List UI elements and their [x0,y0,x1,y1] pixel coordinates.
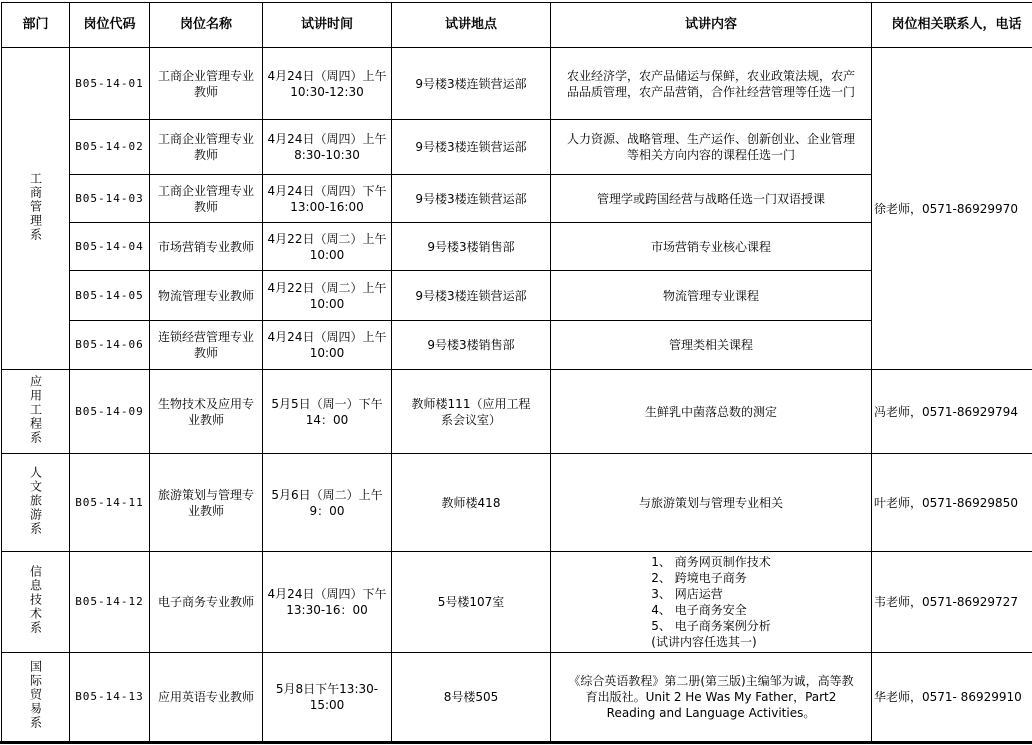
interview-time: 4月24日（周四）下午 13:00-16:00 [263,175,392,223]
department-name: 国际贸易系 [28,660,43,730]
header-code: 岗位代码 [70,3,150,48]
department-cell [2,370,70,454]
interview-time: 5月5日（周一）下午 14：00 [263,370,392,454]
position-code: B05-14-03 [70,175,150,223]
position-name: 生物技术及应用专 业教师 [150,370,263,454]
interview-time: 5月6日（周二）上午 9：00 [263,454,392,552]
interview-content: 市场营销专业核心课程 [551,223,872,271]
interview-time: 5月8日下午13:30- 15:00 [263,653,392,742]
interview-content: 管理学或跨国经营与战略任选一门双语授课 [551,175,872,223]
interview-content: 管理类相关课程 [551,321,872,370]
header-row [2,3,1032,48]
list-item: 2、 跨境电子商务 [651,571,747,585]
list-item: 1、 商务网页制作技术 [651,555,771,569]
contact-cell: 韦老师，0571-86929727 [872,552,1032,653]
contact-cell: 冯老师，0571-86929794 [872,370,1032,454]
interview-place: 9号楼3楼销售部 [392,223,551,271]
interview-time: 4月22日（周二）上午 10:00 [263,271,392,321]
interview-content: 农业经济学，农产品储运与保鲜，农业政策法规，农产 品品质管理，农产品营销，合作社经营管理等任选一门 [551,48,872,120]
position-name: 市场营销专业教师 [150,223,263,271]
department-name: 工商管理系 [28,171,43,242]
interview-content: 与旅游策划与管理专业相关 [551,454,872,552]
position-name: 工商企业管理专业 教师 [150,175,263,223]
position-code: B05-14-05 [70,271,150,321]
contact-cell: 华老师，0571- 86929910 [872,653,1032,742]
interview-place: 5号楼107室 [392,552,551,653]
department-name: 应用工程系 [28,374,43,445]
interview-content: 物流管理专业课程 [551,271,872,321]
interview-place: 9号楼3楼连锁营运部 [392,120,551,175]
position-name: 连锁经营管理专业 教师 [150,321,263,370]
interview-place: 8号楼505 [392,653,551,742]
position-name: 物流管理专业教师 [150,271,263,321]
position-name: 旅游策划与管理专 业教师 [150,454,263,552]
list-item: 3、 网店运营 [651,587,723,601]
header-position: 岗位名称 [150,3,263,48]
interview-content [551,552,872,653]
list-item: 5、 电子商务案例分析 [651,619,771,633]
position-code: B05-14-06 [70,321,150,370]
interview-time: 4月24日（周四）上午 10:00 [263,321,392,370]
interview-place: 教师楼111（应用工程 系会议室） [392,370,551,454]
position-code: B05-14-09 [70,370,150,454]
header-content: 试讲内容 [551,3,872,48]
content-list [651,554,770,650]
department-cell [2,48,70,370]
bottom-border [0,741,1032,744]
position-name: 电子商务专业教师 [150,552,263,653]
position-code: B05-14-12 [70,552,150,653]
interview-place: 9号楼3楼连锁营运部 [392,271,551,321]
interview-content: 《综合英语教程》第二册(第三版)主编邹为诚，高等教 育出版社。Unit 2 He Was My Father，Part2 Reading and Language Activities。 [551,653,872,742]
position-name: 工商企业管理专业 教师 [150,120,263,175]
table-row [2,454,1032,552]
header-time: 试讲时间 [263,3,392,48]
department-name: 信息技术系 [28,565,43,635]
position-code: B05-14-11 [70,454,150,552]
interview-time: 4月22日（周二）上午 10:00 [263,223,392,271]
position-code: B05-14-01 [70,48,150,120]
table-row [2,48,1032,120]
header-contact: 岗位相关联系人，电话 [872,3,1032,48]
contact-cell: 徐老师，0571-86929970 [872,48,1032,370]
interview-place: 9号楼3楼销售部 [392,321,551,370]
header-place: 试讲地点 [392,3,551,48]
table-row [2,552,1032,653]
department-cell [2,454,70,552]
department-cell [2,653,70,742]
interview-place: 9号楼3楼连锁营运部 [392,175,551,223]
list-item: (试讲内容任选其一) [651,635,757,649]
interview-time: 4月24日（周四）上午 8:30-10:30 [263,120,392,175]
table-row [2,653,1032,742]
position-code: B05-14-02 [70,120,150,175]
list-item: 4、 电子商务安全 [651,603,747,617]
interview-schedule-table [1,2,1032,742]
department-cell [2,552,70,653]
interview-place: 9号楼3楼连锁营运部 [392,48,551,120]
position-name: 应用英语专业教师 [150,653,263,742]
table-row [2,370,1032,454]
interview-place: 教师楼418 [392,454,551,552]
position-code: B05-14-04 [70,223,150,271]
header-department: 部门 [2,3,70,48]
position-name: 工商企业管理专业 教师 [150,48,263,120]
position-code: B05-14-13 [70,653,150,742]
department-name: 人文旅游系 [28,465,43,536]
interview-content: 生鲜乳中菌落总数的测定 [551,370,872,454]
contact-cell: 叶老师，0571-86929850 [872,454,1032,552]
interview-time: 4月24日（周四）上午 10:30-12:30 [263,48,392,120]
interview-time: 4月24日（周四）下午 13:30-16：00 [263,552,392,653]
interview-content: 人力资源、战略管理、生产运作、创新创业、企业管理 等相关方向内容的课程任选一门 [551,120,872,175]
